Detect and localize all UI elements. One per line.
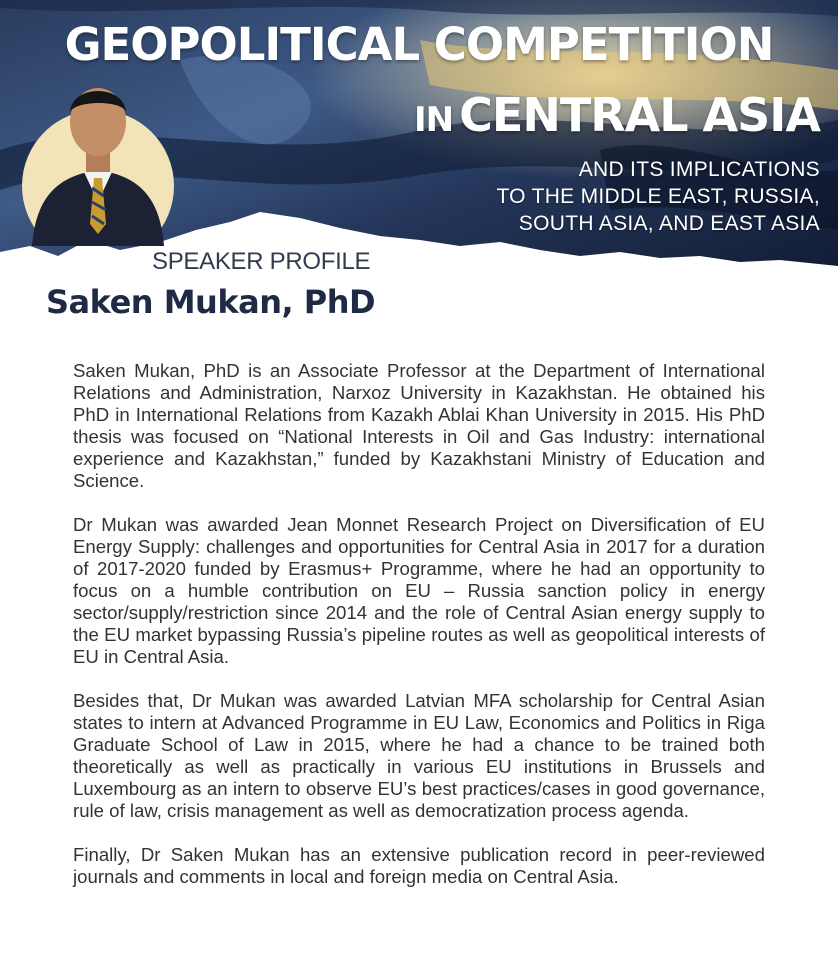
subtitle-line: AND ITS IMPLICATIONS (578, 158, 820, 181)
section-label: SPEAKER PROFILE (152, 248, 371, 275)
event-title-line2 (414, 88, 820, 142)
event-title-line1: GEOPOLITICAL COMPETITION (64, 18, 774, 71)
bio-paragraph: Dr Mukan was awarded Jean Monnet Research Project on Diversification of EU Energy Supply: challenges and opportunities for Central Asia in 2017 for a duration of 2017-2020 funded by Erasmus+ Programme, where he had an opportunity to focus on a humble contribution on EU – Russia sanction policy in energy sector/supply/restriction since 2014 and the role of Central Asian energy supply to the EU market bypassing Russia’s pipeline routes as well as geopolitical interests of EU in Central Asia. (73, 514, 765, 667)
subtitle-line: TO THE MIDDLE EAST, RUSSIA, (496, 185, 820, 208)
bio-paragraph: Finally, Dr Saken Mukan has an extensive publication record in peer-reviewed journals and comments in local and foreign media on Central Asia. (73, 844, 765, 887)
bio-paragraph: Besides that, Dr Mukan was awarded Latvian MFA scholarship for Central Asian states to intern at Advanced Programme in EU Law, Economics and Politics in Riga Graduate School of Law in 2015, where he had a chance to be trained both theoretically as well as practically in various EU institutions in Brussels and Luxembourg as an intern to observe EU’s best practices/cases in good governance, rule of law, crisis management as well as democratization process agenda. (73, 690, 765, 821)
speaker-name: Saken Mukan, PhD (46, 283, 376, 321)
event-subtitle (496, 156, 820, 237)
title-prefix: IN (414, 100, 454, 140)
speaker-portrait (18, 66, 178, 246)
header-banner (0, 0, 838, 300)
subtitle-line: SOUTH ASIA, AND EAST ASIA (518, 212, 820, 235)
title-main: CENTRAL ASIA (459, 88, 820, 142)
bio-paragraph: Saken Mukan, PhD is an Associate Professor at the Department of International Relations and Administration, Narxoz University in Kazakhstan. He obtained his PhD in International Relations from Kazakh Ablai Khan University in 2015. His PhD thesis was focused on “National Interests in Oil and Gas Industry: international experience and Kazakhstan,” funded by Kazakhstani Ministry of Education and Science. (73, 360, 765, 491)
speaker-bio (73, 360, 765, 888)
